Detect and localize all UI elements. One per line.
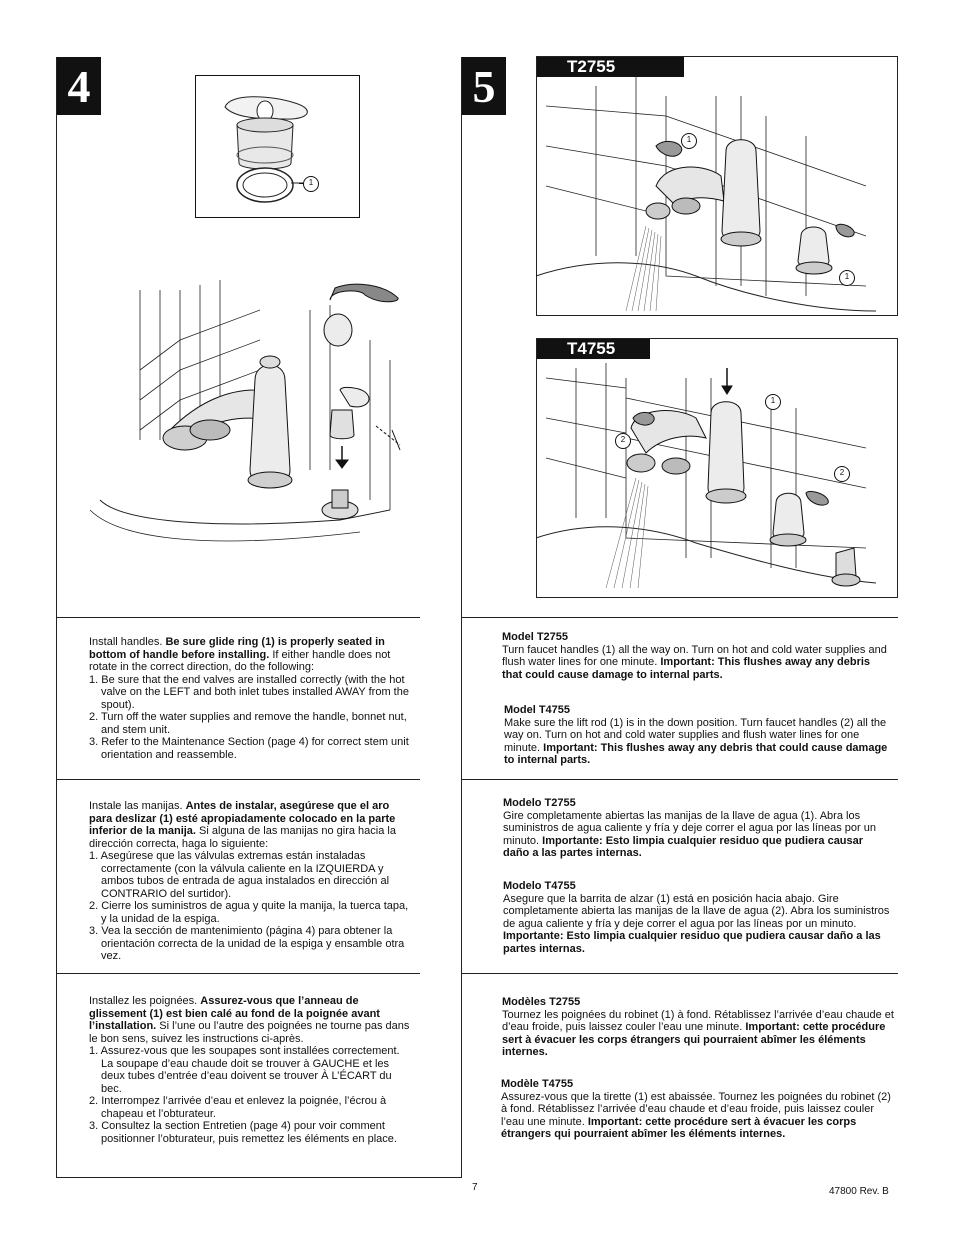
step-5-es-m1-text: Gire completamente abiertas las manijas de la llave de agua (1). Abra los suministros de agua caliente y fría y deje correr el agua por las líneas por un minuto. [503, 809, 876, 847]
step-4-es-item-1: 1. Asegúrese que las válvulas extremas están instaladas correctamente (con la válvula caliente en la IZQUIERDA y ambos tubos de entrada de agua instalados en dirección al CONTRARIO del surtidor). [89, 850, 390, 900]
step-4-es-intro: Instale las manijas. [89, 800, 186, 812]
step-5-en-model-t4755 [504, 704, 890, 767]
step-4-en-intro-rest: If either handle does not rotate in the correct direction, do the following: [89, 648, 391, 673]
step-5-es-model-t2755 [503, 797, 891, 860]
left-rule-2 [56, 779, 420, 780]
step-4-es-item-2: 2. Cierre los suministros de agua y quite la manija, la tuerca tapa, y la unidad de la espiga. [89, 900, 409, 925]
step-4-fr-item-3: 3. Consultez la section Entretien (page 4) pour voir comment positionner l’obturateur, puis remettez les éléments en place. [89, 1120, 397, 1145]
step-4-number: 4 [57, 57, 101, 115]
step-4-callout-1-label: 1 [308, 178, 314, 187]
glide-ring-illustration [195, 75, 360, 218]
step-5-fr-m1-head: Modèles T2755 [502, 996, 581, 1008]
document-number: 47800 Rev. B [829, 1186, 889, 1197]
step-4-es-intro-rest: Si alguna de las manijas no gira hacia la dirección correcta, haga lo siguiente: [89, 825, 396, 850]
step-4-es-item-3: 3. Vea la sección de mantenimiento (página 4) para obtener la orientación correcta de la unidad de la espiga y ensamble otra vez. [89, 925, 405, 962]
t4755-callout-2b-label: 2 [839, 468, 845, 477]
step-5-en-m1-text: Turn faucet handles (1) all the way on. Turn on hot and cold water supplies and flush water lines for one minute. [502, 643, 887, 668]
step-5-es-m2-bold: Importante: Esto limpia cualquier residuo que pudiera causar daño a las partes internas. [503, 930, 881, 955]
right-rule-1 [462, 617, 898, 618]
step-5-en-m1-head: Model T2755 [502, 631, 569, 643]
step-4-en-intro: Install handles. [89, 636, 166, 648]
step-5-es-m2-head: Modelo T4755 [503, 880, 576, 892]
step-4-fr-intro-rest: Si l’une ou l’autre des poignées ne tourne pas dans le bon sens, suivez les instructions ci-après. [89, 1020, 410, 1045]
step-5-en-m2-bold: Important: This flushes away any debris that could cause damage to internal parts. [504, 741, 888, 766]
step-4-en-intro-bold: Be sure glide ring (1) is properly seated in bottom of handle before installing. [89, 636, 385, 661]
step-5-es-model-t4755 [503, 880, 893, 955]
fig-t2755-label: T2755 [537, 57, 684, 77]
left-rule-1 [56, 617, 420, 618]
step-4-text-es [89, 800, 415, 963]
step-4-en-item-3: 3. Refer to the Maintenance Section (page 4) for correct stem unit orientation and reassemble. [89, 736, 409, 761]
step-5-fr-m2-text: Assurez-vous que la tirette (1) est abaissée. Tournez les poignées du robinet (2) à fond. Rétablissez l’arrivée d’eau chaude et d’eau froide, puis laissez couler l’eau une minute. [501, 1090, 891, 1128]
step-4-text-fr [89, 995, 411, 1145]
right-rule-3 [462, 973, 898, 974]
fig-t4755-label: T4755 [537, 339, 650, 359]
step-5-en-model-t2755 [502, 631, 890, 681]
step-5-es-m2-text: Asegure que la barrita de alzar (1) está en posición hacia abajo. Gire completamente abierta las manijas de la llave de agua (2). Abra los suministros de agua caliente y fría y deje correr el agua por las líneas por un minuto. [503, 892, 890, 930]
step-5-number: 5 [462, 57, 506, 115]
right-rule-2 [462, 779, 898, 780]
step-5-fr-m2-bold: Important: cette procédure sert à évacuer les corps étrangers qui pourraient abîmer les éléments internes. [501, 1115, 857, 1140]
step-4-en-item-1: 1. Be sure that the end valves are installed correctly (with the hot valve on the LEFT and both inlet tubes installed AWAY from the spout). [89, 673, 409, 711]
step-5-fr-model-t2755 [502, 996, 894, 1059]
step-5-en-m2-text: Make sure the lift rod (1) is in the down position. Turn faucet handles (2) all the way on. Turn on hot and cold water supplies and flush water lines for one minute. [504, 716, 887, 754]
step-4-fr-item-2: 2. Interrompez l’arrivée d’eau et enlevez la poignée, l’écrou à chapeau et l’obturateur. [89, 1095, 387, 1120]
step-5-fr-model-t4755 [501, 1078, 895, 1141]
t4755-callout-1-label: 1 [770, 396, 776, 405]
step-5-fr-m1-text: Tournez les poignées du robinet (1) à fond. Rétablissez l’arrivée d’eau chaude et d’eau froide, puis laissez couler l’eau une minute. [502, 1008, 894, 1033]
t2755-callout-1a-label: 1 [686, 135, 692, 144]
bottom-border [56, 1177, 462, 1178]
step-5-fr-m1-bold: Important: cette procédure sert à évacuer les corps étrangers qui pourraient abîmer les éléments internes. [502, 1021, 886, 1058]
step-4-fr-intro-bold: Assurez-vous que l’anneau de glissement (1) est bien calé au fond de la poignée avant l’installation. [89, 995, 380, 1032]
callout-leader [299, 183, 303, 184]
page-number: 7 [472, 1182, 478, 1193]
left-rule-3 [56, 973, 420, 974]
step-5-fr-m2-head: Modèle T4755 [501, 1078, 574, 1090]
step-4-fr-intro: Installez les poignées. [89, 995, 201, 1007]
step-4-fr-item-1: 1. Assurez-vous que les soupapes sont installées correctement. La soupape d’eau chaude doit se trouver à GAUCHE et les deux tubes d’entrée d’eau doivent se trouver À L’ÉCART du bec. [89, 1045, 400, 1095]
step-5-en-m1-bold: Important: This flushes away any debris that could cause damage to internal parts. [502, 656, 871, 681]
step-5-en-m2-head: Model T4755 [504, 704, 571, 716]
step-5-es-m1-head: Modelo T2755 [503, 797, 576, 809]
step-5-es-m1-bold: Importante: Esto limpia cualquier residuo que pudiera causar daño a las partes internas. [503, 834, 864, 859]
step-4-es-intro-bold: Antes de instalar, asegúrese que el aro para deslizar (1) esté apropiadamente colocado en la parte inferior de la manija. [89, 800, 396, 837]
step-4-text-en [89, 636, 411, 761]
step-4-handle-install-illustration [80, 270, 420, 610]
t4755-callout-2a-label: 2 [620, 435, 626, 444]
t2755-callout-1b-label: 1 [844, 272, 850, 281]
step-4-en-item-2: 2. Turn off the water supplies and remove the handle, bonnet nut, and stem unit. [89, 711, 407, 736]
